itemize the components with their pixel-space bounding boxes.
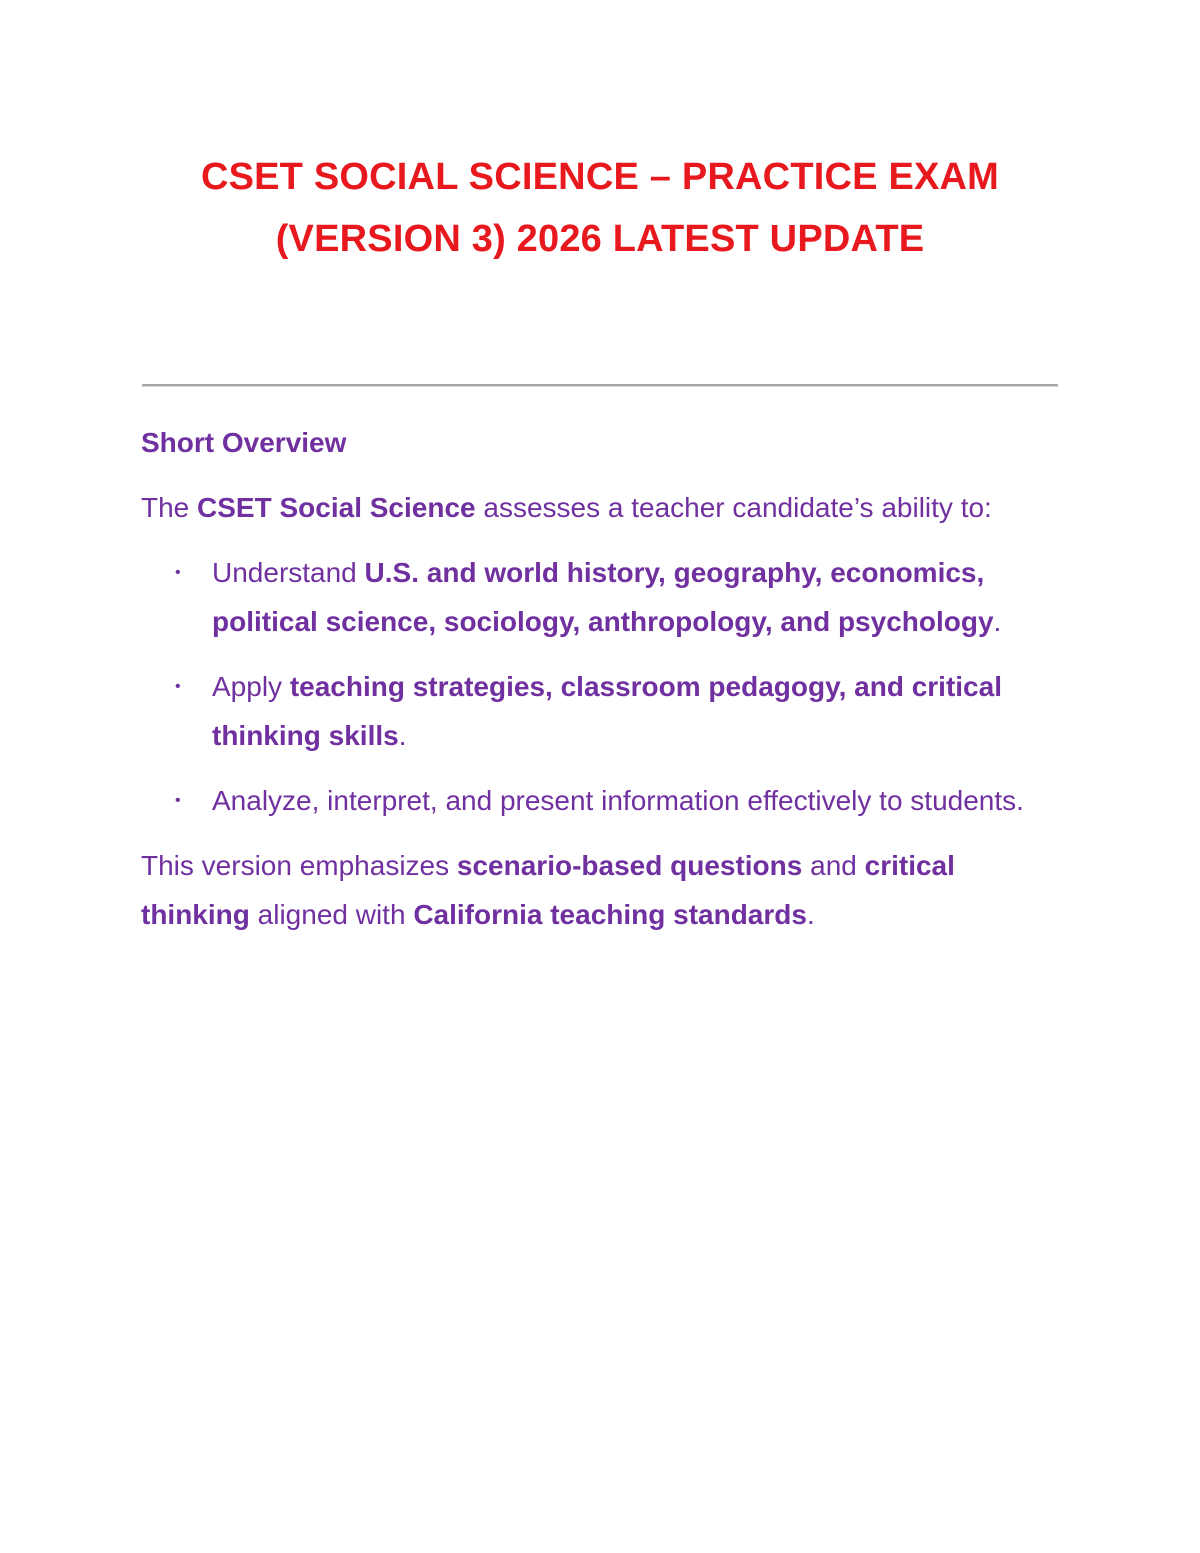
bullet-text-2: .	[993, 606, 1002, 637]
document-body	[141, 418, 1061, 955]
list-item	[141, 776, 1061, 825]
closing-paragraph	[141, 841, 1061, 939]
closing-bold-1: scenario-based questions	[456, 850, 803, 881]
list-item	[141, 662, 1061, 760]
intro-text-1: The	[141, 492, 198, 523]
bullet-icon: •	[175, 564, 181, 581]
intro-text-2: assesses a teacher candidate’s ability to:	[475, 492, 992, 523]
closing-text-3: aligned with	[249, 899, 414, 930]
intro-bold-1: CSET Social Science	[197, 492, 476, 523]
section-heading: Short Overview	[141, 427, 347, 458]
closing-text-1: This version emphasizes	[141, 850, 457, 881]
bullet-bold-1: U.S. and world history, geography, economics, political science, sociology, anthropology, and psychology	[212, 557, 994, 637]
closing-bold-2: critical thinking	[141, 850, 955, 930]
bullet-bold-1: teaching strategies, classroom pedagogy, and critical thinking skills	[212, 671, 1002, 751]
bullet-text-1: Understand	[212, 557, 365, 588]
list-item	[141, 548, 1061, 646]
intro-paragraph	[141, 483, 1061, 532]
bullet-text-1: Analyze, interpret, and present information effectively to students.	[212, 785, 1024, 816]
document-title	[100, 146, 1100, 270]
bullet-icon: •	[175, 678, 181, 695]
bullet-text-1: Apply	[212, 671, 290, 702]
bullet-icon: •	[175, 792, 181, 809]
closing-text-4: .	[806, 899, 815, 930]
closing-bold-3: California teaching standards	[413, 899, 807, 930]
horizontal-divider	[142, 384, 1058, 387]
bullet-text-2: .	[398, 720, 407, 751]
closing-text-2: and	[802, 850, 865, 881]
bullet-list	[141, 548, 1061, 825]
title-line-2: (VERSION 3) 2026 LATEST UPDATE	[275, 218, 925, 260]
title-line-1: CSET SOCIAL SCIENCE – PRACTICE EXAM	[200, 156, 1000, 198]
